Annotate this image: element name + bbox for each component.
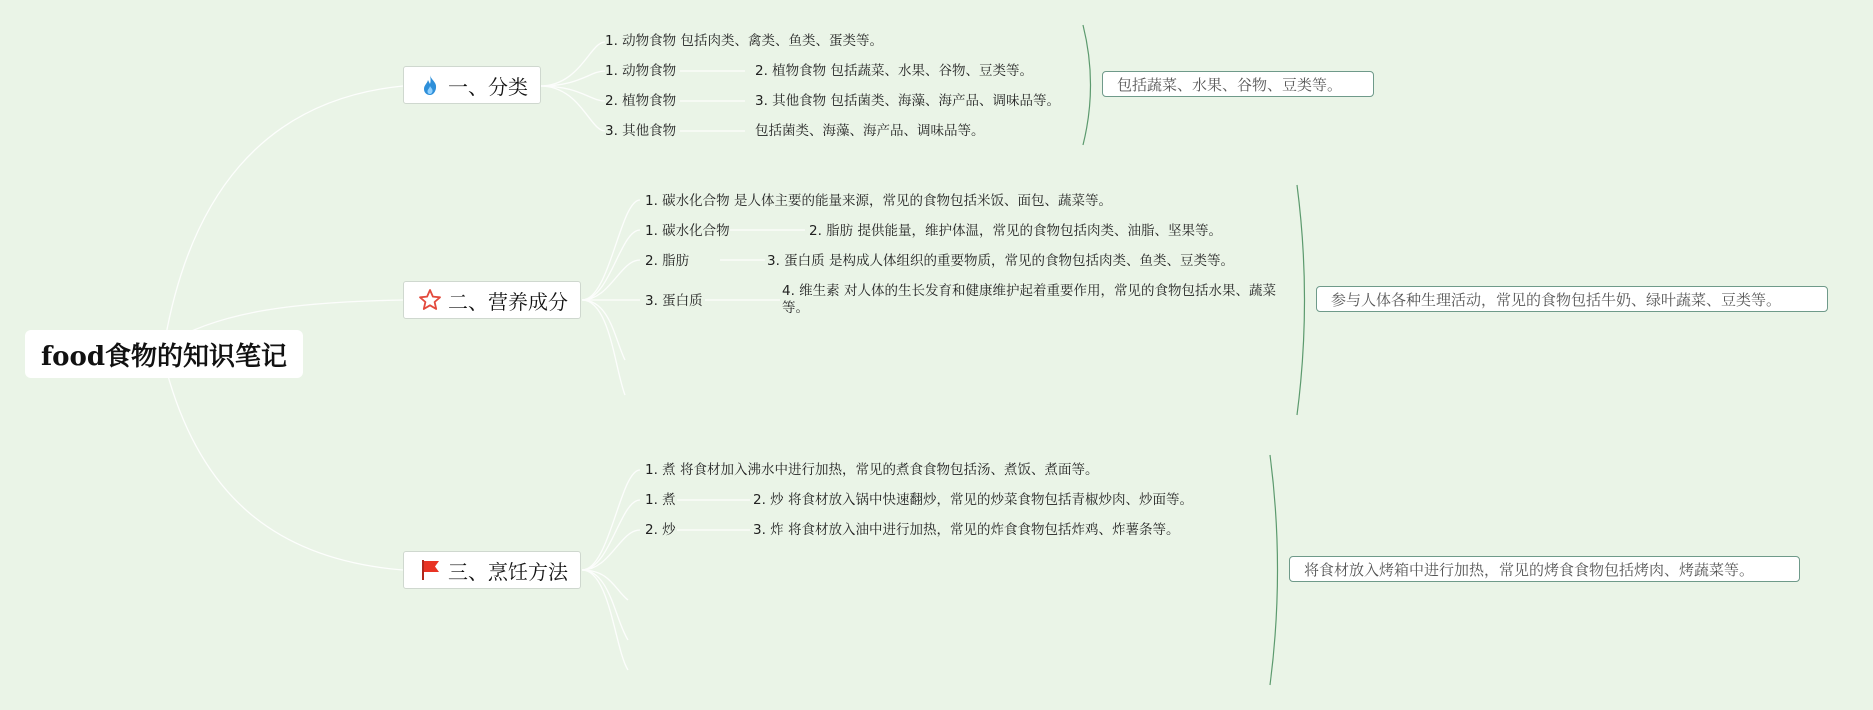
branch-label: 一、分类 <box>448 74 528 99</box>
summary-text: 包括蔬菜、水果、谷物、豆类等。 <box>1117 75 1343 94</box>
branch-nutrients[interactable] <box>403 281 581 319</box>
sub-item[interactable]: 1. 碳水化合物 <box>645 223 730 239</box>
sub-item[interactable]: 2. 植物食物 <box>605 93 677 109</box>
fire-icon <box>418 73 442 97</box>
detail-item: 2. 植物食物 包括蔬菜、水果、谷物、豆类等。 <box>755 63 1033 79</box>
root-title: food食物的知识笔记 <box>40 341 288 372</box>
sub-item[interactable]: 1. 动物食物 <box>605 63 677 79</box>
flag-icon <box>418 558 442 582</box>
detail-item: 4. 维生素 对人体的生长发育和健康维护起着重要作用，常见的食物包括水果、蔬菜等。 <box>782 283 1276 316</box>
branch-label: 二、营养成分 <box>448 289 568 314</box>
detail-item: 包括菌类、海藻、海产品、调味品等。 <box>755 123 985 139</box>
sub-item[interactable]: 1. 煮 <box>645 492 676 508</box>
detail-item: 2. 脂肪 提供能量，维护体温，常见的食物包括肉类、油脂、坚果等。 <box>809 223 1222 239</box>
sub-item[interactable]: 2. 脂肪 <box>645 253 690 269</box>
summary-text: 将食材放入烤箱中进行加热，常见的烤食食物包括烤肉、烤蔬菜等。 <box>1304 560 1755 579</box>
branch-cooking-methods[interactable] <box>403 551 581 589</box>
sub-item[interactable]: 3. 其他食物 <box>605 123 677 139</box>
summary-box[interactable] <box>1316 286 1828 312</box>
detail-item: 3. 其他食物 包括菌类、海藻、海产品、调味品等。 <box>755 93 1060 109</box>
sub-item[interactable]: 2. 炒 <box>645 522 676 538</box>
detail-item: 1. 煮 将食材加入沸水中进行加热，常见的煮食食物包括汤、煮饭、煮面等。 <box>645 462 1099 478</box>
summary-box[interactable] <box>1102 71 1374 97</box>
summary-text: 参与人体各种生理活动，常见的食物包括牛奶、绿叶蔬菜、豆类等。 <box>1331 290 1782 309</box>
summary-box[interactable] <box>1289 556 1800 582</box>
sub-item[interactable]: 3. 蛋白质 <box>645 293 703 309</box>
detail-item: 1. 碳水化合物 是人体主要的能量来源，常见的食物包括米饭、面包、蔬菜等。 <box>645 193 1112 209</box>
detail-item: 3. 蛋白质 是构成人体组织的重要物质，常见的食物包括肉类、鱼类、豆类等。 <box>767 253 1234 269</box>
detail-item: 3. 炸 将食材放入油中进行加热，常见的炸食食物包括炸鸡、炸薯条等。 <box>753 522 1180 538</box>
detail-item: 1. 动物食物 包括肉类、禽类、鱼类、蛋类等。 <box>605 33 883 49</box>
detail-item: 2. 炒 将食材放入锅中快速翻炒，常见的炒菜食物包括青椒炒肉、炒面等。 <box>753 492 1193 508</box>
root-topic[interactable] <box>25 330 303 378</box>
branch-classification[interactable] <box>403 66 541 104</box>
star-icon <box>418 288 442 312</box>
branch-label: 三、烹饪方法 <box>448 559 568 584</box>
